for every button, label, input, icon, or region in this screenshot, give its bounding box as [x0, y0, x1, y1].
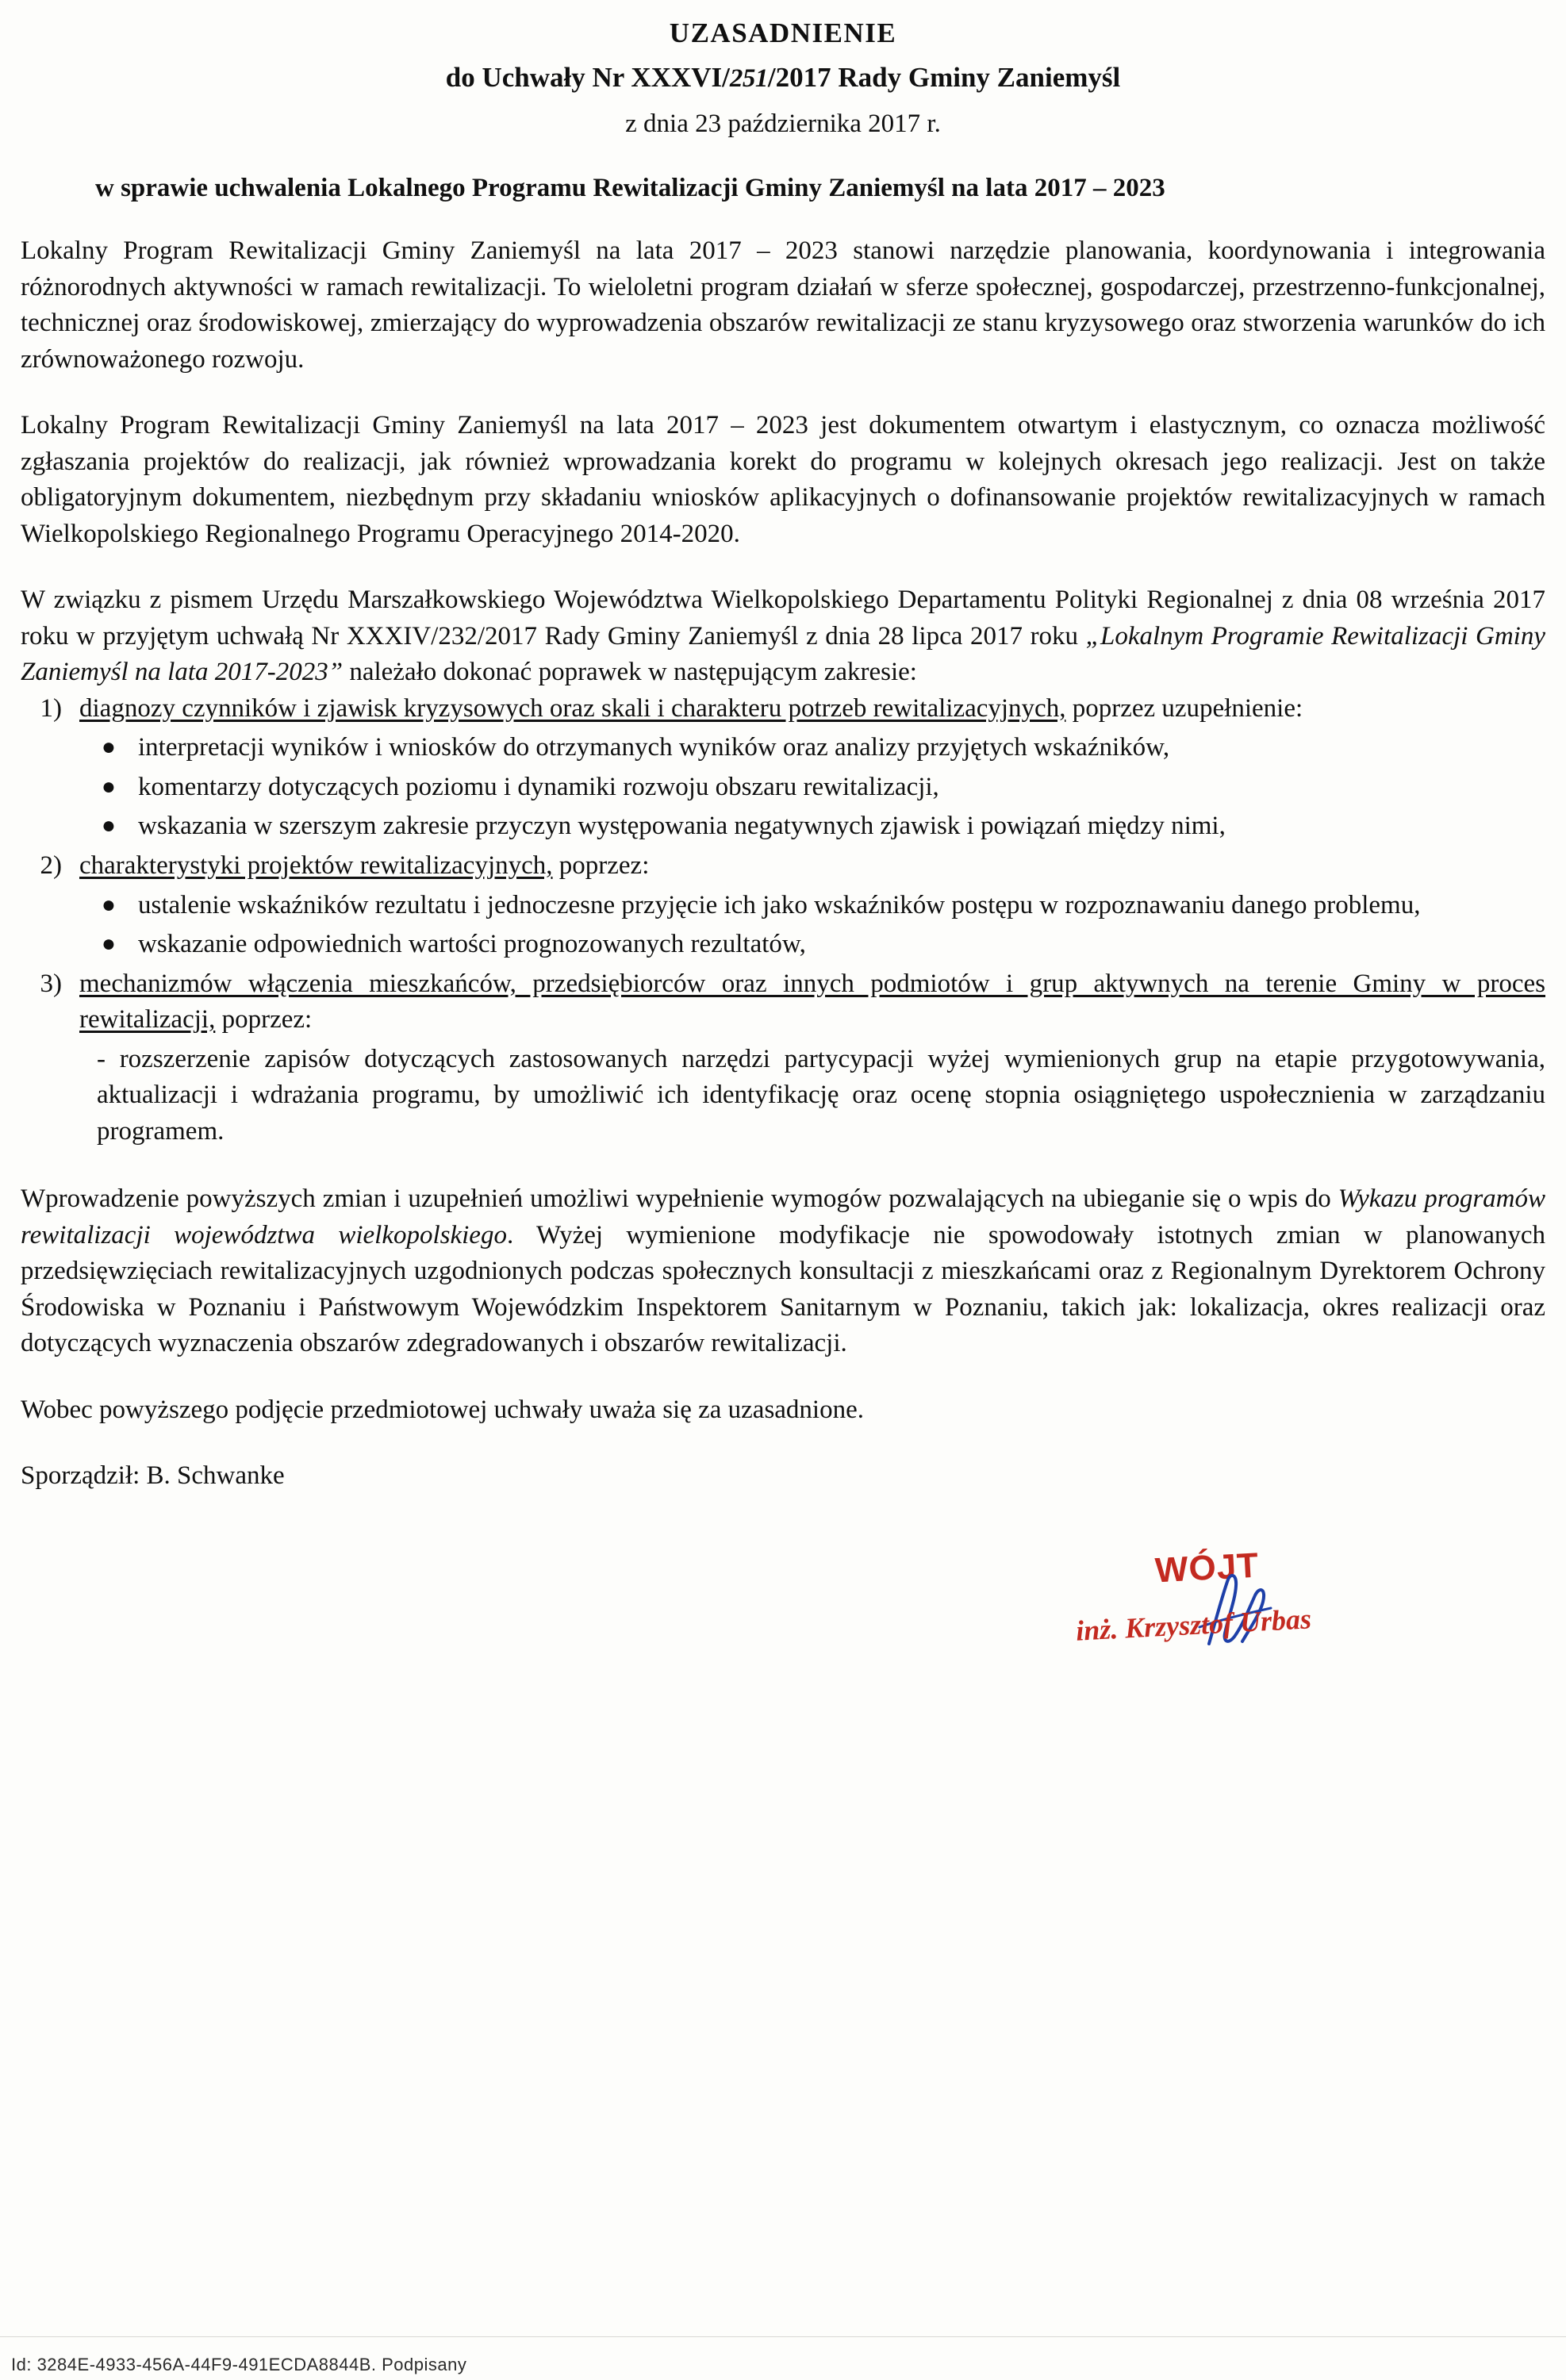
list-item-underlined: diagnozy czynników i zjawisk kryzysowych oraz skali i charakteru potrzeb rewitalizacyjnych, [79, 693, 1066, 723]
paragraph-2: Lokalny Program Rewitalizacji Gminy Zaniemyśl na lata 2017 – 2023 jest dokumentem otwartym i elastycznym, co oznacza możliwość zgłaszania projektów do realizacji, jak również wprowadzania korekt do programu w kolejnych okresach jego realizacji. Jest on także obligatoryjnym dokumentem, niezbędnym przy składaniu wniosków aplikacyjnych o dofinansowanie projektów rewitalizacyjnych w ramach Wielkopolskiego Regionalnego Programu Operacyjnego 2014-2020. [21, 411, 1545, 548]
list-item-number: 3) [40, 969, 62, 998]
list-item-text [79, 691, 1545, 727]
amendments-list [21, 691, 1545, 1150]
paragraph-4-part2: . Wyżej wymienione modyfikacje nie spowodowały istotnych zmian w planowanych przedsięwzięciach rewitalizacyjnych uzgodnionych podczas społecznych konsultacji z mieszkańcami oraz z Regionalnym Dyrektorem Ochrony Środowiska w Poznaniu i Państwowym Wojewódzkim Inspektorem Sanitarnym w Poznaniu, takich jak: lokalizacja, okres realizacji oraz dotyczących wyznaczenia obszarów zdegradowanych i obszarów rewitalizacji. [21, 1220, 1545, 1358]
bullet-icon: ● [101, 812, 116, 839]
list-item [21, 966, 1545, 1038]
list-item-underlined: charakterystyki projektów rewitalizacyjnych, [79, 850, 553, 880]
list-item-rest: poprzez uzupełnienie: [1065, 693, 1303, 723]
list-item [21, 888, 1545, 924]
prepared-by: Sporządził: B. Schwanke [21, 1461, 285, 1491]
list-item-underlined: mechanizmów włączenia mieszkańców, przedsiębiorców oraz innych podmiotów i grup aktywnych na terenie Gminy w proces rewitalizacji, [79, 969, 1545, 1035]
list-item-rest: poprzez: [552, 850, 650, 880]
resolution-date: z dnia 23 października 2017 r. [625, 109, 941, 138]
document-content [0, 233, 1566, 1763]
signature-stamp-name: inż. Krzysztof Urbas [1075, 1603, 1312, 1647]
bullet-text: ustalenie wskaźników rezultatu i jednoczesne przyjęcie ich jako wskaźników postępu w rozpoznawaniu danego problemu, [138, 890, 1421, 919]
spacer [21, 1153, 1545, 1181]
bullet-icon: ● [101, 931, 116, 958]
list-item-text [79, 966, 1545, 1038]
list-item [21, 730, 1545, 766]
bullet-icon: ● [101, 734, 116, 761]
paragraph-4 [21, 1181, 1545, 1362]
paragraph-5: Wobec powyższego podjęcie przedmiotowej uchwały uważa się za uzasadnione. [21, 1395, 864, 1424]
sub-bullets-1 [21, 730, 1545, 845]
paragraph-3 [21, 582, 1545, 691]
bullet-icon: ● [101, 891, 116, 918]
list-item-text [79, 848, 1545, 885]
list-item [21, 808, 1545, 845]
signature-stamp-title: WÓJT [1153, 1545, 1261, 1591]
handwritten-resolution-number: 251 [729, 64, 768, 93]
list-item [21, 691, 1545, 727]
page-title: UZASADNIENIE [669, 17, 897, 48]
resolution-topic: w sprawie uchwalenia Lokalnego Programu Rewitalizacji Gminy Zaniemyśl na lata 2017 – 2023 [95, 174, 1165, 202]
list-item [21, 927, 1545, 963]
list-item-number: 2) [40, 850, 62, 880]
list-item-number: 1) [40, 693, 62, 723]
paragraph-4-part1: Wprowadzenie powyższych zmian i uzupełnień umożliwi wypełnienie wymogów pozwalających na ubieganie się o wpis do [21, 1184, 1338, 1214]
bullet-text: interpretacji wyników i wniosków do otrzymanych wyników oraz analizy przyjętych wskaźników, [138, 733, 1170, 762]
paragraph-3-part1: W związku z pismem Urzędu Marszałkowskiego Województwa Wielkopolskiego Departamentu Polityki Regionalnej z dnia 08 września 2017 roku w przyjętym uchwałą Nr XXXIV/232/2017 Rady Gminy Zaniemyśl z dnia 28 lipca 2017 roku [21, 585, 1545, 651]
resolution-reference [0, 62, 1566, 94]
footer-divider [0, 2336, 1566, 2337]
bullet-text: wskazanie odpowiednich wartości prognozowanych rezultatów, [138, 930, 806, 959]
resolution-reference-suffix: /2017 Rady Gminy Zaniemyśl [767, 62, 1121, 93]
paragraph-4-italic-title: Wykazu programów rewitalizacji województwa wielkopolskiego [21, 1184, 1546, 1250]
bullet-text: wskazania w szerszym zakresie przyczyn występowania negatywnych zjawisk i powiązań między nimi, [138, 812, 1226, 841]
paragraph-3-italic-title: „Lokalnym Programie Rewitalizacji Gminy Zaniemyśl na lata 2017-2023” [21, 621, 1545, 687]
resolution-reference-prefix: do Uchwały Nr XXXVI/ [445, 62, 730, 93]
sub-bullets-2 [21, 888, 1545, 963]
bullet-text: komentarzy dotyczących poziomu i dynamiki rozwoju obszaru rewitalizacji, [138, 772, 939, 801]
paragraph-3-part2: należało dokonać poprawek w następującym zakresie: [343, 658, 917, 687]
bullet-icon: ● [101, 773, 116, 800]
signature-area [21, 1525, 1545, 1763]
list-item [21, 770, 1545, 806]
list-item [21, 848, 1545, 885]
document-footer-id: Id: 3284E-4933-456A-44F9-491ECDA8844B. Podpisany [11, 2355, 467, 2374]
list-item-subparagraph: - rozszerzenie zapisów dotyczących zastosowanych narzędzi partycypacji wyżej wymienionych grup na etapie przygotowywania, aktualizacji i wdrażania programu, by umożliwić ich identyfikację oraz ocenę stopnia osiągniętego uspołecznienia w zarządzaniu programem. [97, 1044, 1545, 1146]
document-title-block [0, 17, 1566, 139]
paragraph-1: Lokalny Program Rewitalizacji Gminy Zaniemyśl na lata 2017 – 2023 stanowi narzędzie planowania, koordynowania i integrowania różnorodnych aktywności w ramach rewitalizacji. To wieloletni program działań w sferze społecznej, gospodarczej, przestrzenno-funkcjonalnej, technicznej oraz środowiskowej, zmierzający do wyprowadzenia obszarów rewitalizacji ze stanu kryzysowego oraz stworzenia warunków do ich zrównoważonego rozwoju. [21, 236, 1545, 374]
list-item-rest: poprzez: [215, 1005, 313, 1035]
